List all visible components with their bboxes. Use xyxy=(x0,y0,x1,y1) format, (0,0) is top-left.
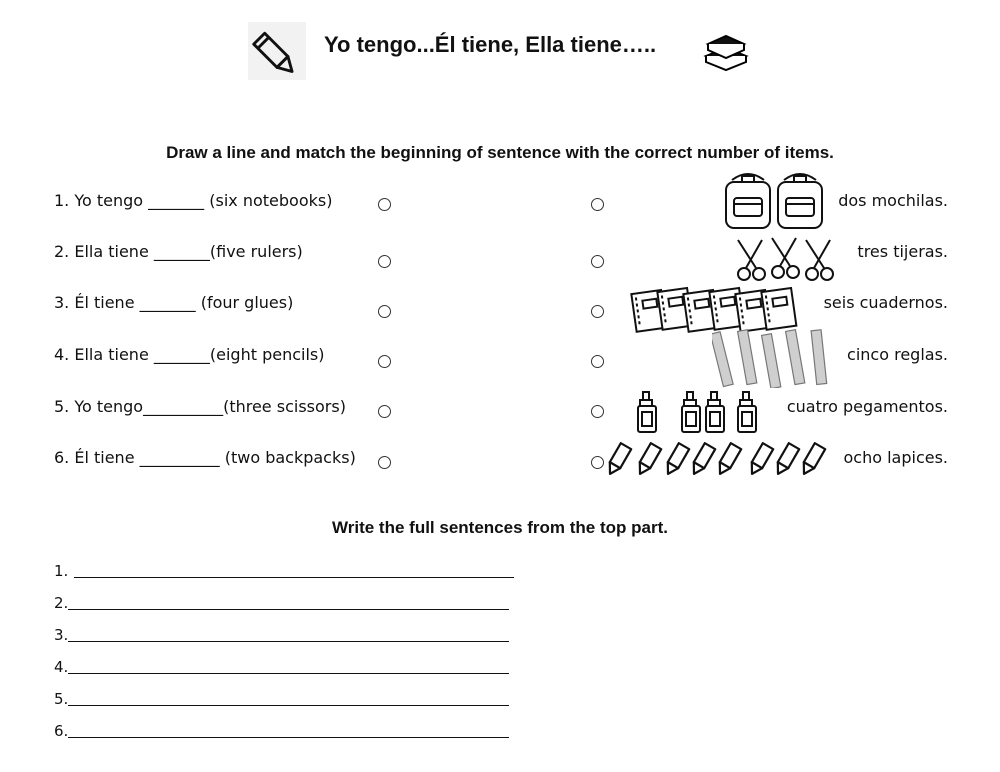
ruler-icon xyxy=(811,330,827,385)
books-icon xyxy=(700,26,750,76)
ruler-icon xyxy=(762,334,781,388)
notebook-icon xyxy=(761,288,796,330)
left-match-dot-1[interactable] xyxy=(378,198,391,211)
write-line-4[interactable] xyxy=(54,658,68,676)
right-match-dot-6[interactable] xyxy=(591,456,604,469)
answer-rule xyxy=(68,673,509,674)
pencil-icon xyxy=(248,22,306,80)
answer-4: cinco reglas. xyxy=(847,345,948,364)
ruler-icon xyxy=(738,330,757,385)
ruler-icon xyxy=(786,330,805,385)
prompt-5: 5. Yo tengo__________(three scissors) xyxy=(54,397,346,416)
glue-icon xyxy=(738,392,756,432)
write-line-number: 2. xyxy=(54,594,69,612)
write-line-6[interactable] xyxy=(54,722,68,740)
right-match-dot-3[interactable] xyxy=(591,305,604,318)
pencil-item-icon xyxy=(635,443,661,477)
right-match-dot-5[interactable] xyxy=(591,405,604,418)
left-match-dot-6[interactable] xyxy=(378,456,391,469)
write-line-number: 4. xyxy=(54,658,69,676)
backpack-icon xyxy=(778,174,822,228)
write-line-number: 1. xyxy=(54,562,69,580)
prompt-1: 1. Yo tengo _______ (six notebooks) xyxy=(54,191,333,210)
write-line-1[interactable] xyxy=(54,562,68,580)
pencil-item-icon xyxy=(663,443,689,477)
worksheet-header xyxy=(0,14,1000,74)
answer-5: cuatro pegamentos. xyxy=(786,397,948,416)
glues-picture xyxy=(636,390,764,434)
ruler-icon xyxy=(712,332,733,387)
left-match-dot-5[interactable] xyxy=(378,405,391,418)
write-line-2[interactable] xyxy=(54,594,68,612)
pencil-item-icon xyxy=(689,443,715,477)
left-match-dot-4[interactable] xyxy=(378,355,391,368)
pencil-item-icon xyxy=(605,443,631,477)
right-match-dot-1[interactable] xyxy=(591,198,604,211)
backpacks-picture xyxy=(722,170,832,232)
answer-rule xyxy=(68,641,509,642)
pencil-item-icon xyxy=(773,443,799,477)
right-match-dot-4[interactable] xyxy=(591,355,604,368)
write-line-number: 5. xyxy=(54,690,69,708)
scissors-icon xyxy=(738,240,765,280)
answer-rule xyxy=(68,737,509,738)
pencil-item-icon xyxy=(715,443,741,477)
glue-icon xyxy=(682,392,700,432)
right-match-dot-2[interactable] xyxy=(591,255,604,268)
write-line-number: 3. xyxy=(54,626,69,644)
answer-rule xyxy=(74,577,514,578)
answer-rule xyxy=(68,609,509,610)
glue-icon xyxy=(706,392,724,432)
left-match-dot-3[interactable] xyxy=(378,305,391,318)
page-title: Yo tengo...Él tiene, Ella tiene….. xyxy=(324,32,657,57)
write-line-3[interactable] xyxy=(54,626,68,644)
pencil-item-icon xyxy=(799,443,825,477)
scissors-icon xyxy=(806,240,833,280)
pencil-item-icon xyxy=(747,443,773,477)
answer-rule xyxy=(68,705,509,706)
answer-3: seis cuadernos. xyxy=(823,293,948,312)
pencils-picture xyxy=(604,442,830,478)
prompt-2: 2. Ella tiene _______(five rulers) xyxy=(54,242,303,261)
answer-1: dos mochilas. xyxy=(838,191,948,210)
backpack-icon xyxy=(726,174,770,228)
prompt-4: 4. Ella tiene _______(eight pencils) xyxy=(54,345,325,364)
scissors-picture xyxy=(732,236,842,284)
prompt-6: 6. Él tiene __________ (two backpacks) xyxy=(54,448,356,467)
rulers-picture xyxy=(712,326,832,388)
left-match-dot-2[interactable] xyxy=(378,255,391,268)
instruction-text: Draw a line and match the beginning of sentence with the correct number of items. xyxy=(166,143,834,162)
prompt-3: 3. Él tiene _______ (four glues) xyxy=(54,293,294,312)
answer-6: ocho lapices. xyxy=(843,448,948,467)
glue-icon xyxy=(638,392,656,432)
section-2-heading: Write the full sentences from the top part. xyxy=(332,518,668,537)
scissors-icon xyxy=(772,238,799,278)
write-line-5[interactable] xyxy=(54,690,68,708)
write-line-number: 6. xyxy=(54,722,69,740)
answer-2: tres tijeras. xyxy=(857,242,948,261)
